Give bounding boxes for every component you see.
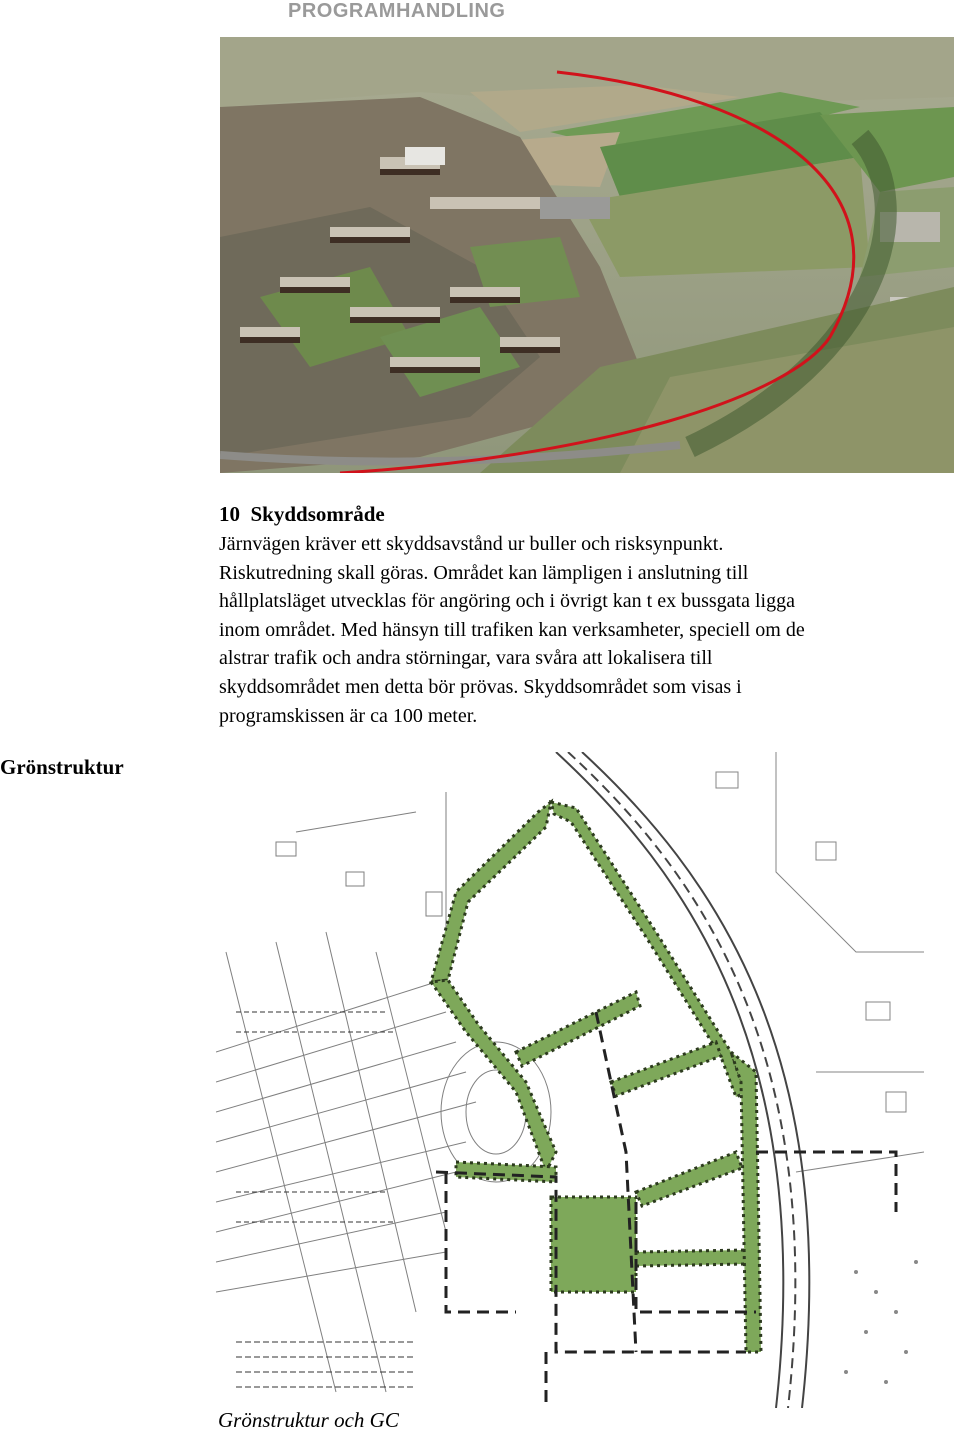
body-line: Järnvägen kräver ett skyddsavstånd ur buller och risksynpunkt. <box>219 533 724 555</box>
page-header: PROGRAMHANDLING <box>288 0 506 22</box>
aerial-photo <box>220 37 954 473</box>
body-line: programskissen är ca 100 meter. <box>219 704 478 727</box>
body-line: hållplatsläget utvecklas för angöring och i övrigt kan t ex bussgata ligga <box>219 590 795 613</box>
body-line: Riskutredning skall göras. Området kan lämpligen i anslutning till <box>219 561 749 584</box>
figure-caption: Grönstruktur och GC <box>218 1408 399 1432</box>
section-number: 10 <box>219 502 240 526</box>
section-body <box>219 530 949 730</box>
side-heading: Grönstruktur <box>0 755 124 779</box>
body-line: alstrar trafik och andra störningar, vara svåra att lokalisera till <box>219 647 713 670</box>
body-line: inom området. Med hänsyn till trafiken kan verksamheter, speciell om de <box>219 618 805 641</box>
green-structure-map <box>216 752 924 1408</box>
section-heading <box>219 502 385 527</box>
section-title-text: Skyddsområde <box>250 502 385 526</box>
body-line: skyddsområdet men detta bör prövas. Skyddsområdet som visas i <box>219 675 742 698</box>
